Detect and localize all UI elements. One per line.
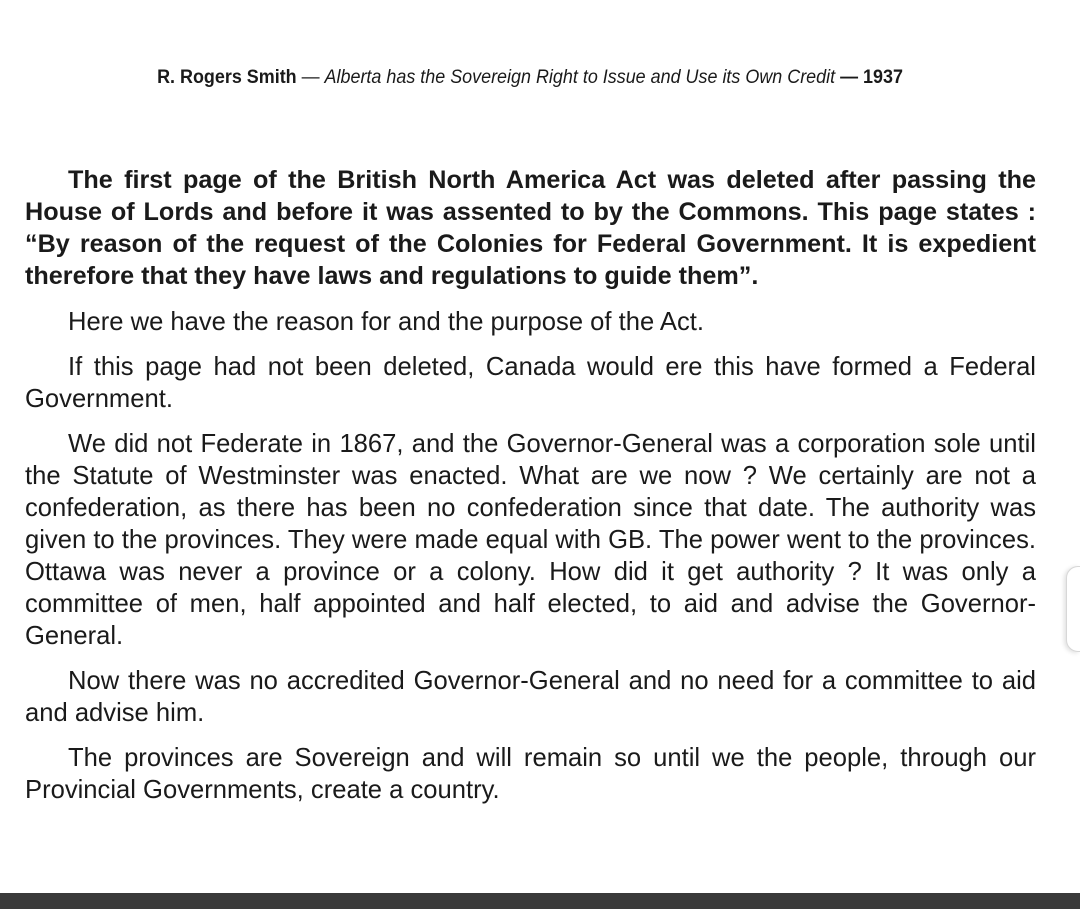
- header-separator: —: [296, 66, 325, 88]
- paragraph-sovereign-provinces: The provinces are Sovereign and will remain so until we the people, through our Provincial Governments, create a country.: [25, 744, 1036, 804]
- bottom-toolbar: [0, 893, 1080, 909]
- paragraph-purpose: Here we have the reason for and the purpose of the Act.: [68, 308, 704, 336]
- header-year: 1937: [863, 66, 903, 88]
- header-author: R. Rogers Smith: [157, 66, 297, 88]
- body-text: [25, 164, 1036, 819]
- header-title: Alberta has the Sovereign Right to Issue and Use its Own Credit: [324, 66, 836, 88]
- paragraph-deleted-page: If this page had not been deleted, Canada would ere this have formed a Federal Government.: [25, 353, 1036, 413]
- header-year-separator: —: [835, 66, 864, 88]
- running-header: [42, 64, 1017, 90]
- paragraph-federation: We did not Federate in 1867, and the Governor-General was a corporation sole until the Statute of Westminster was enacted. What are we now ? We certainly are not a confederation, as there has been no confederation since that date. The authority was given to the provinces. They were made equal with GB. The power went to the provinces. Ottawa was never a province or a colony. How did it get authority ? It was only a committee of men, half appointed and half elected, to aid and advise the Governor-General.: [25, 430, 1036, 650]
- paragraph-governor-general: Now there was no accredited Governor-General and no need for a committee to aid and advise him.: [25, 667, 1036, 727]
- scroll-handle[interactable]: [1066, 566, 1080, 652]
- lead-paragraph: The first page of the British North America Act was deleted after passing the House of Lords and before it was assented to by the Commons. This page states : “By reason of the request of the Colonies for Federal Government. It is expedient therefore that they have laws and regulations to guide them”.: [25, 166, 1036, 290]
